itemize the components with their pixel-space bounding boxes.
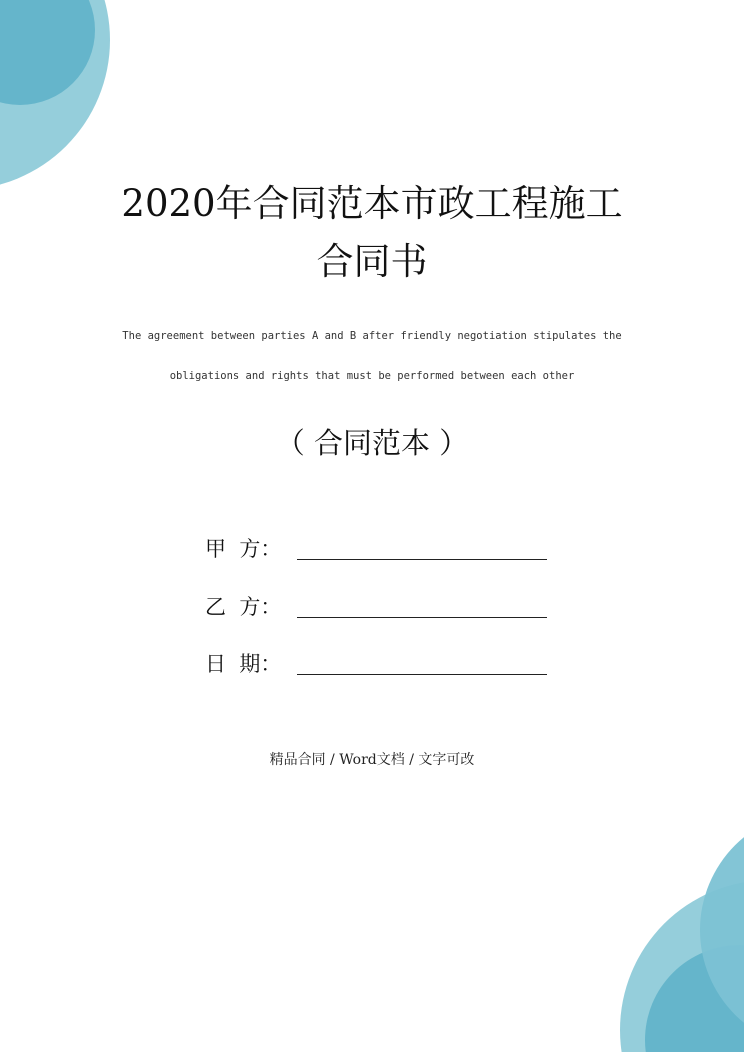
top-left-circle-small — [0, 0, 95, 105]
footer-note: 精品合同 / Word文档 / 文字可改 — [269, 752, 475, 768]
date-blank-line[interactable] — [297, 648, 547, 675]
bottom-right-circle-top — [700, 810, 744, 1050]
party-a-blank-line[interactable] — [297, 533, 547, 560]
bottom-right-circle-large — [620, 880, 744, 1052]
party-b-blank-line[interactable] — [297, 591, 547, 618]
bottom-right-circle-small — [645, 945, 744, 1052]
english-subtitle-line1: The agreement between parties A and B after friendly negotiation stipulates the — [122, 330, 622, 342]
party-a-label: 甲 方： — [205, 537, 282, 561]
party-a-row — [205, 530, 547, 564]
english-subtitle-line2: obligations and rights that must be performed between each other — [169, 370, 575, 382]
contract-type-label: （ 合同范本 ） — [275, 426, 469, 460]
date-label: 日 期： — [205, 652, 282, 676]
party-b-row — [205, 588, 547, 622]
document-title-line2: 合同书 — [316, 240, 428, 283]
top-left-circle-large — [0, 0, 110, 190]
party-b-label: 乙 方： — [205, 595, 282, 619]
date-row — [205, 645, 547, 679]
document-title-line1: 2020年合同范本市政工程施工 — [121, 182, 623, 225]
